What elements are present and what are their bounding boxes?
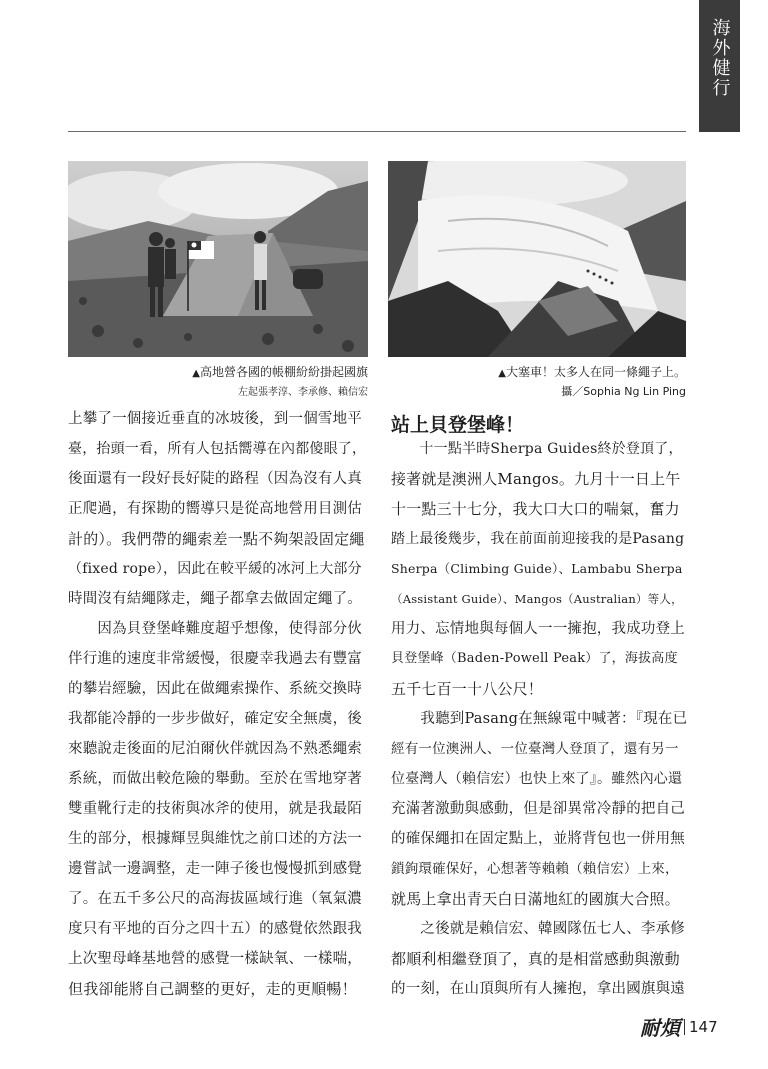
text-line: 來聽說走後面的尼泊爾伙伴就因為不熟悉繩索	[68, 741, 362, 757]
camp-flag-photo	[68, 161, 368, 357]
text-line: 上次聖母峰基地營的感覺一樣缺氧、一樣喘，	[68, 951, 362, 967]
text-line: 後面還有一段好長好陡的路程（因為沒有人真	[68, 471, 362, 487]
right-photo-credit: 攝／Sophia Ng Lin Ping	[561, 385, 686, 398]
text-line: 五千七百一十八公尺！	[391, 680, 544, 698]
left-photo-credit: 左起張孝淳、李承修、賴信宏	[238, 387, 368, 398]
header-rule	[68, 131, 686, 132]
text-line: 度只有平地的百分之四十五）的感覺依然跟我	[68, 921, 362, 937]
text-line: 生的部分，根據輝昱與維忱之前口述的方法一	[68, 831, 362, 847]
text-line: 接著就是澳洲人Mangos。九月十一日上午	[391, 470, 681, 488]
text-line: 雙重靴行走的技術與冰斧的使用，就是我最陌	[68, 801, 362, 817]
page-footer	[640, 1012, 718, 1041]
text-line: 我聽到Pasang在無線電中喊著：『現在已	[391, 711, 688, 727]
text-line: 正爬過，有探勘的嚮導只是從高地營用目測估	[68, 501, 362, 517]
text-line: 貝登堡峰（Baden-Powell Peak）了，海拔高度	[391, 651, 678, 666]
text-line: 踏上最後幾步，我在前面前迎接我的是Pasang	[391, 531, 685, 547]
section-heading: 站上貝登堡峰！	[391, 414, 525, 436]
left-body-column	[68, 404, 368, 1004]
text-line: 的確保繩扣在固定點上，並將背包也一併用無	[391, 831, 685, 847]
text-line: 鎖鉤環確保好，心想著等賴賴（賴信宏）上來，	[391, 861, 679, 877]
page-number: 147	[689, 1017, 718, 1036]
text-line: 計的）。我們帶的繩索差一點不夠架設固定繩	[68, 530, 365, 548]
text-line: 時間沒有結繩隊走，繩子都拿去做固定繩了。	[68, 591, 362, 607]
footer-divider	[684, 1019, 685, 1035]
triangle-marker-icon: ▲	[192, 368, 200, 379]
text-line: 我都能冷靜的一步步做好，確定安全無虞，後	[68, 711, 362, 727]
text-line: 都順利相繼登頂了，真的是相當感動與激動	[391, 950, 680, 968]
right-photo-caption-text: 大塞車！太多人在同一條繩子上。	[505, 365, 686, 379]
text-line: 了。在五千多公尺的高海拔區域行進（氧氣濃	[68, 891, 362, 907]
text-line: （fixed rope），因此在較平緩的冰河上大部分	[68, 561, 362, 577]
section-tab-label: 海外健行	[709, 18, 731, 98]
magazine-logo: 耐煩	[640, 1016, 680, 1040]
text-line: 系統，而做出較危險的舉動。至於在雪地穿著	[68, 771, 362, 787]
text-line: 經有一位澳洲人、一位臺灣人登頂了，還有另一	[391, 741, 679, 757]
text-line: 上攀了一個接近垂直的冰坡後，到一個雪地平	[68, 411, 362, 427]
text-line: 因為貝登堡峰難度超乎想像，使得部分伙	[68, 621, 362, 637]
text-line: 的一刻，在山頂與所有人擁抱，拿出國旗與遠	[391, 981, 685, 997]
text-line: 充滿著激動與感動，但是卻異常冷靜的把自己	[391, 801, 685, 817]
text-line: 就馬上拿出青天白日滿地紅的國旗大合照。	[391, 890, 680, 908]
text-line: 用力、忘情地與每個人一一擁抱，我成功登上	[391, 621, 685, 637]
left-photo-caption-text: 高地營各國的帳棚紛紛掛起國旗	[199, 365, 368, 379]
glacier-photo	[388, 161, 686, 357]
text-line: 十一點半時Sherpa Guides終於登頂了，	[391, 441, 683, 457]
text-line: （Assistant Guide）、Mangos（Australian）等人，	[391, 592, 683, 606]
triangle-marker-icon: ▲	[498, 368, 506, 379]
right-photo-caption	[388, 363, 686, 380]
text-line: 的攀岩經驗，因此在做繩索操作、系統交換時	[68, 681, 362, 697]
text-line: 之後就是賴信宏、韓國隊伍七人、李承修	[391, 921, 685, 937]
right-body-column	[391, 434, 687, 1004]
text-line: 位臺灣人（賴信宏）也快上來了』。雖然內心還	[391, 771, 683, 787]
section-tab	[699, 0, 740, 132]
text-line: 邊嘗試一邊調整，走一陣子後也慢慢抓到感覺	[68, 861, 362, 877]
left-photo-caption	[68, 363, 368, 380]
text-line: Sherpa（Climbing Guide）、Lambabu Sherpa	[391, 561, 683, 576]
text-line: 十一點三十七分，我大口大口的喘氣，奮力	[391, 500, 680, 518]
text-line: 但我卻能將自己調整的更好，走的更順暢！	[68, 980, 357, 998]
text-line: 伴行進的速度非常緩慢，很慶幸我過去有豐富	[68, 651, 362, 667]
text-line: 臺，抬頭一看，所有人包括嚮導在內都傻眼了，	[68, 441, 367, 457]
